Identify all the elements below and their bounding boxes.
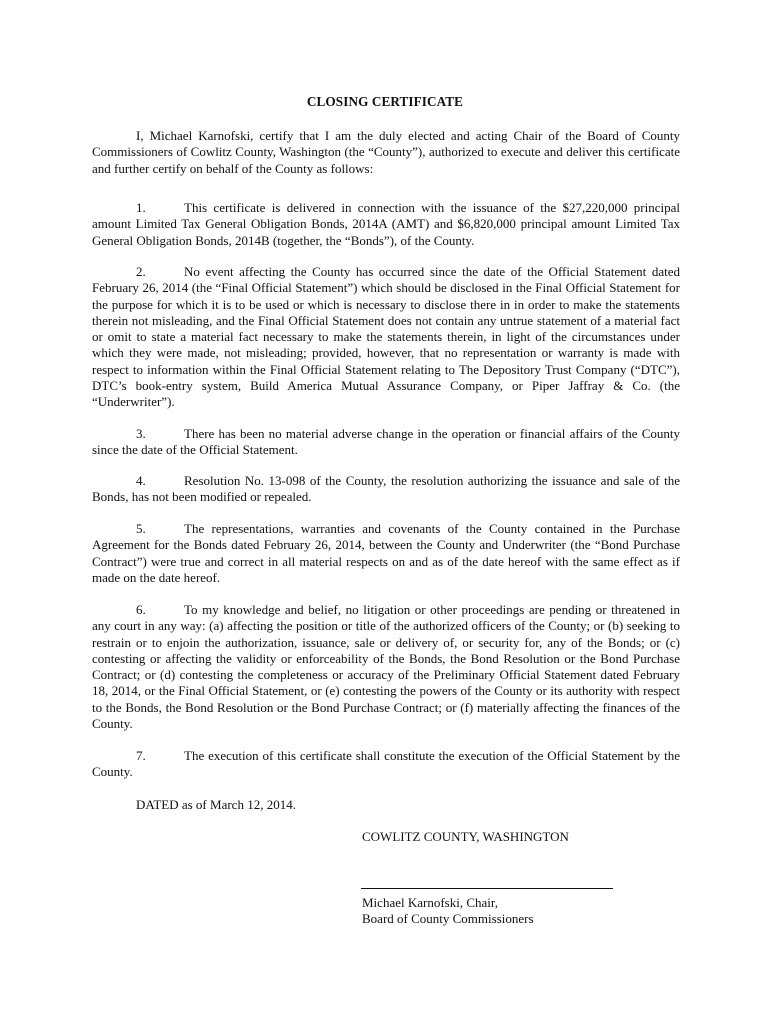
item-7 (92, 748, 680, 781)
item-3 (92, 426, 680, 459)
item-2-text: No event affecting the County has occurred since the date of the Official Statement dated February 26, 2014 (the “Final Official Statement”) which should be disclosed in the Final Official Statement for the purpose for which it is to be used or which is necessary to disclose there in in order to make the statements therein not misleading, and the Final Official Statement does not contain any untrue statement of a material fact or omit to state a material fact necessary to make the statements therein, in light of the circumstances under which they were made, not misleading; provided, however, that no representation or warranty is made with respect to information within the Final Official Statement relating to The Depository Trust Company (“DTC”), DTC’s book-entry system, Build America Mutual Assurance Company, or Piper Jaffray & Co. (the “Underwriter”). (92, 264, 680, 410)
item-7-number: 7. (136, 748, 146, 763)
item-2 (92, 264, 680, 411)
item-2-number: 2. (136, 264, 146, 279)
item-5-text: The representations, warranties and covenants of the County contained in the Purchase Agreement for the Bonds dated February 26, 2014, between the County and Underwriter (the “Bond Purchase Contract”) were true and correct in all material respects on and as of the date hereof with the same effect as if made on the date hereof. (92, 521, 680, 585)
item-1 (92, 200, 680, 249)
item-3-text: There has been no material adverse change in the operation or financial affairs of the County since the date of the Official Statement. (92, 426, 680, 458)
item-5 (92, 521, 680, 586)
item-3-number: 3. (136, 426, 146, 441)
document-title: CLOSING CERTIFICATE (306, 94, 464, 109)
dated-line: DATED as of March 12, 2014. (136, 797, 296, 812)
item-7-text: The execution of this certificate shall constitute the execution of the Official Statement by the County. (92, 748, 680, 780)
signer-name: Michael Karnofski, Chair, (362, 895, 498, 910)
item-4-number: 4. (136, 473, 146, 488)
item-5-number: 5. (136, 521, 146, 536)
item-4 (92, 473, 680, 506)
county-name: COWLITZ COUNTY, WASHINGTON (362, 829, 569, 844)
item-6 (92, 602, 680, 732)
signer-title: Board of County Commissioners (362, 911, 534, 926)
signature-line (361, 888, 613, 889)
item-1-text: This certificate is delivered in connection with the issuance of the $27,220,000 principal amount Limited Tax General Obligation Bonds, 2014A (AMT) and $6,820,000 principal amount Limited Tax General Obligation Bonds, 2014B (together, the “Bonds”), of the County. (92, 200, 680, 248)
item-6-text: To my knowledge and belief, no litigation or other proceedings are pending or threatened in any court in any way: (a) affecting the position or title of the authorized officers of the County; or (b) seeking to restrain or to enjoin the authorization, issuance, sale or delivery of, or security for, any of the Bonds; or (c) contesting or affecting the validity or enforceability of the Bonds, the Bond Resolution or the Bond Purchase Contract; or (d) contesting the completeness or accuracy of the Preliminary Official Statement dated February 18, 2014, or the Final Official Statement, or (e) contesting the powers of the County or its authority with respect to the Bonds, the Bond Resolution or the Bond Purchase Contract; or (f) materially affecting the finances of the County. (92, 602, 680, 732)
item-1-number: 1. (136, 200, 146, 215)
item-4-text: Resolution No. 13-098 of the County, the resolution authorizing the issuance and sale of the Bonds, has not been modified or repealed. (92, 473, 680, 505)
intro-paragraph: I, Michael Karnofski, certify that I am the duly elected and acting Chair of the Board of County Commissioners of Cowlitz County, Washington (the “County”), authorized to execute and deliver this certificate and further certify on behalf of the County as follows: (92, 128, 680, 176)
item-6-number: 6. (136, 602, 146, 617)
